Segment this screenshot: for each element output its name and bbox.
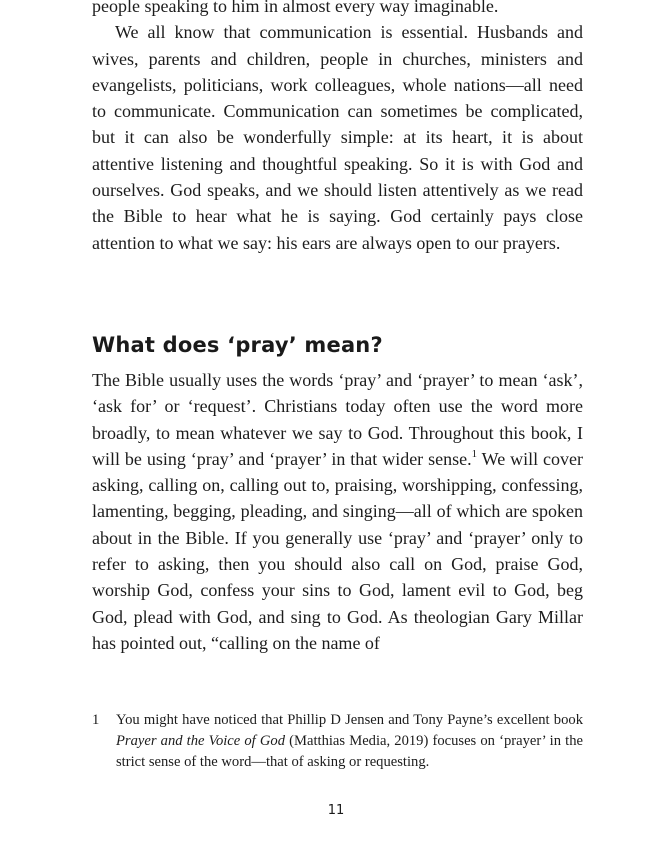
footnote-reference: 1: [471, 447, 478, 460]
paragraph-part-2: We will cover asking, calling on, calling out to, praising, worshipping, confessing, lamenting, begging, pleading, and singing—all of which are spoken about in the Bible. If you generally use ‘pray’ and ‘prayer’ only to refer to asking, then you should also call on God, praise God, worship God, confess your sins to God, lament evil to God, beg God, plead with God, and sing to God. As theologian Gary Millar has pointed out, “calling on the name of: [92, 448, 583, 653]
pray-meaning-text-block: [92, 367, 583, 656]
page-number: 11: [327, 803, 345, 818]
carryover-line: people speaking to him in almost every way imaginable.: [92, 0, 499, 16]
footnote-text-after: (Matthias Media, 2019) focuses on ‘prayer’ in the strict sense of the word—that of asking or requesting.: [116, 733, 583, 770]
section-heading: What does ‘pray’ mean?: [92, 333, 383, 357]
footnote-number: 1: [92, 712, 100, 728]
paragraph-part-1: The Bible usually uses the words ‘pray’ and ‘prayer’ to mean ‘ask’, ‘ask for’ or ‘request’. Christians today often use the word more broadly, to mean whatever we say to God. Throughout this book, I will be using ‘pray’ and ‘prayer’ in that wider sense.: [92, 370, 583, 469]
footnote-text-before: You might have noticed that Phillip D Jensen and Tony Payne’s excellent book: [116, 712, 583, 728]
footnote: [92, 710, 583, 773]
pray-meaning-paragraph: [92, 367, 583, 656]
footnote-text: [116, 710, 583, 773]
footnote-book-title: Prayer and the Voice of God: [116, 733, 286, 749]
opening-text-block: [92, 0, 583, 256]
communication-paragraph: We all know that communication is essential. Husbands and wives, parents and children, people in churches, ministers and evangelists, politicians, work colleagues, whole nations—all need to communicate. Communication can sometimes be complicated, but it can also be wonderfully simple: at its heart, it is about attentive listening and thoughtful speaking. So it is with God and ourselves. God speaks, and we should listen attentively as we read the Bible to hear what he is saying. God certainly pays close attention to what we say: his ears are always open to our prayers.: [92, 22, 583, 253]
